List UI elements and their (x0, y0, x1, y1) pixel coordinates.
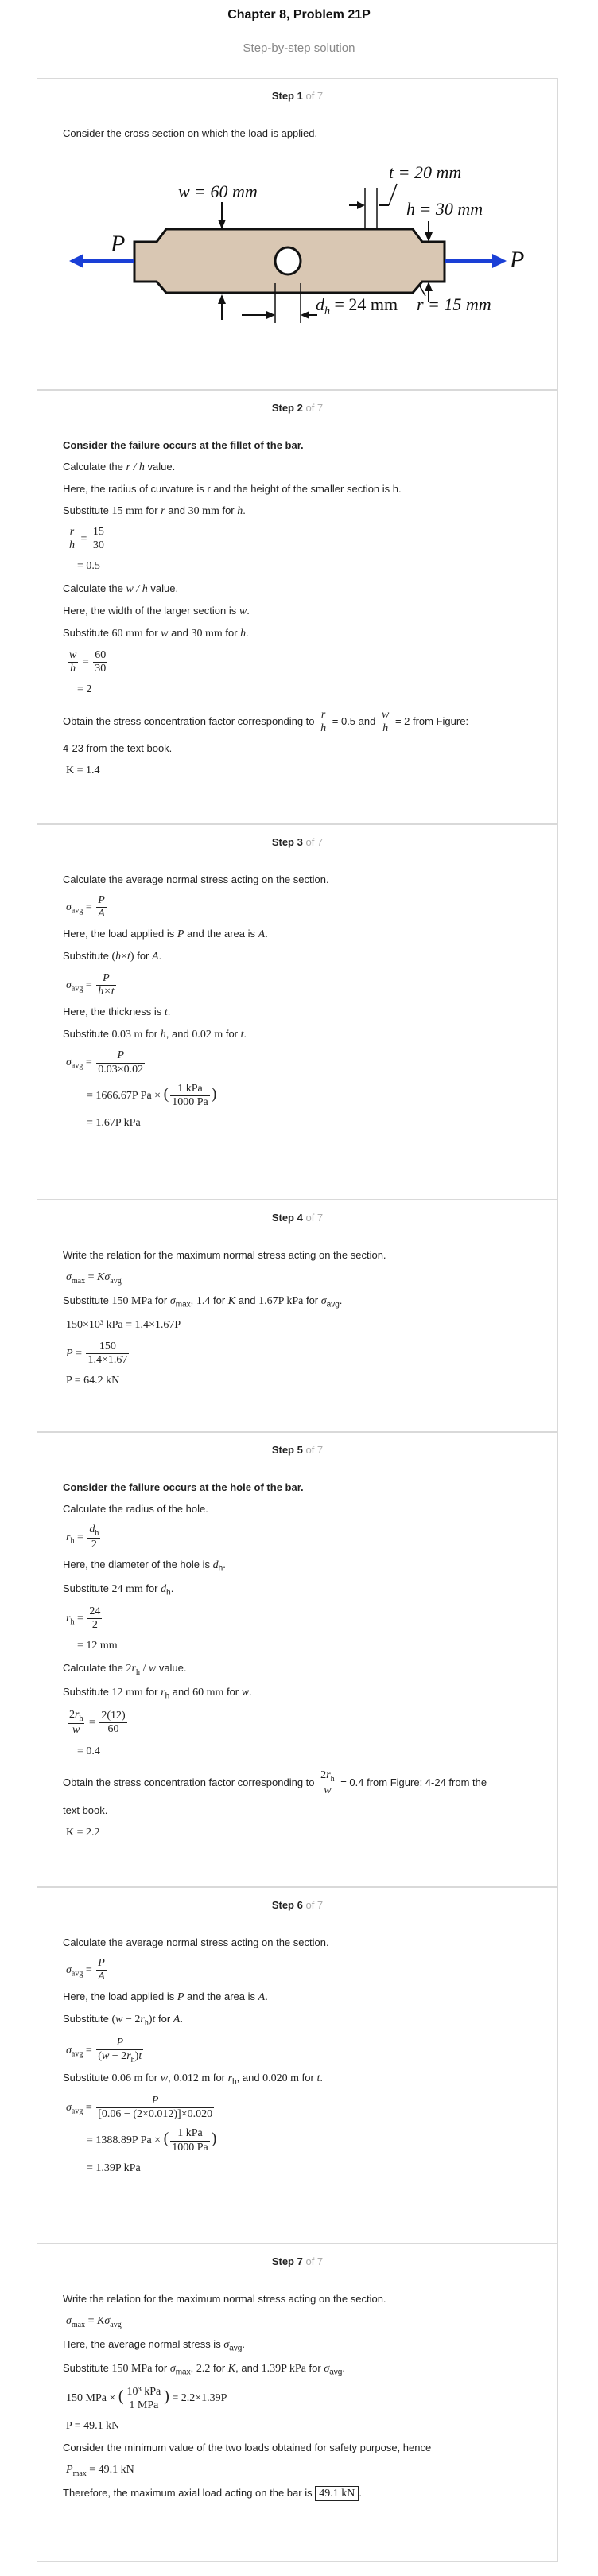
step-6-header: Step 6 of 7 (271, 1899, 324, 1911)
step-3-card: Step 3 of 7 Calculate the average normal stress acting on the section. $\sigma_{avg}$ = $\frac{P}{A}$ Here, the load applied is P and the area is A. Substitute (h×t) for A. $\sigma_{avg}$ = $\frac{P}{h\times t}$ Here, the thickness is t. Substitute 0.03 m for h, and 0.02 m for t. $\sigma_{avg}$ = $\frac{P}{0.03\times 0.02}$ = 1666.67P Pa × ( $\frac{\text{1 kPa}}{1000 Pa}$ ) = 1.67P kPa (37, 824, 558, 1200)
hole (275, 247, 301, 274)
step-4-card: Step 4 of 7 Write the relation for the maximum normal stress acting on the section. $\sigma_{max} = K\sigma_{avg}$ Substitute 150 MPa for $\sigma_{max}$, 1.4 for K and 1.67P kPa for $\sigma_{avg}$. 150×10³ kPa = 1.4×1.67P P = $\frac{150}{1.4\times 1.67}$ P = 64.2 kN (37, 1200, 558, 1432)
right-arrow (492, 254, 507, 268)
label-r: r = 15 mm (417, 294, 491, 314)
step-6-card: Step 6 of 7 Calculate the average normal stress acting on the section. $\sigma_{avg}$ = $\frac{P}{A}$ Here, the load applied is P and the area is A. Substitute $(w - 2r_h)t$ for A. $\sigma_{avg}$ = $\frac{P}{(w - 2r_h)t}$ Substitute 0.06 m for w, 0.012 m for $r_h$, and 0.020 m for t. $\sigma_{avg}$ = $\frac{P}{[0.06 - (2\times 0.012)]\times 0.020}$ = 1388.89P Pa × ( $\frac{\text{1 kPa}}{1000 Pa}$ ) = 1.39P kPa (37, 1887, 558, 2243)
step-7-header: Step 7 of 7 (271, 2255, 324, 2267)
step-4-header: Step 4 of 7 (271, 1212, 324, 1224)
step-2-K: K = 1.4 (66, 765, 100, 777)
left-arrow (69, 254, 83, 268)
step-2-bold: Consider the failure occurs at the fillet of the bar. (63, 439, 304, 451)
label-P-right: P (510, 246, 525, 273)
step-5-card: Step 5 of 7 Consider the failure occurs at the hole of the bar. Calculate the radius of the hole. $r_h$ = $\frac{d_h}{2}$ Here, the diameter of the hole is $d_h$. Substitute 24 mm for $d_h$. $r_h$ = $\frac{24}{2}$ = 12 mm Calculate the $2r_h$ / w value. Substitute 12 mm for $r_h$ and 60 mm for w. $\frac{2r_h}{w}$ = $\frac{2(12)}{60}$ = 0.4 Obtain the stress concentration factor corresponding to $\frac{2r_h}{w}$ = 0.4 from Figure: 4-24 from the text book. K = 2.2 (37, 1432, 558, 1887)
label-w: w = 60 mm (178, 181, 258, 201)
page-title: Chapter 8, Problem 21P (227, 8, 371, 21)
final-answer: 49.1 kN (315, 2486, 359, 2501)
page-subtitle: Step-by-step solution (243, 41, 355, 55)
label-P-left: P (111, 230, 126, 257)
cross-section-figure (63, 148, 540, 363)
label-h: h = 30 mm (406, 198, 483, 219)
label-dh: $d_h = 24$ mm (316, 294, 398, 317)
step-1-header: Step 1 of 7 (271, 90, 324, 102)
label-t: t = 20 mm (389, 161, 462, 182)
step-7-card: Step 7 of 7 Write the relation for the maximum normal stress acting on the section. $\sigma_{max} = K\sigma_{avg}$ Here, the average normal stress is $\sigma_{avg}$. Substitute 150 MPa for $\sigma_{max}$, 2.2 for K, and 1.39P kPa for $\sigma_{avg}$. 150 MPa × ( $\frac{\text{10³ kPa}}{\text{1 MPa}}$ ) = 2.2×1.39P P = 49.1 kN Consider the minimum value of the two loads obtained for safety purpose, hence $P_{max} = 49.1$ kN Therefore, the maximum axial load acting on the bar is 49.1 kN . (37, 2243, 558, 2562)
step-1-card (37, 78, 558, 390)
step-2-header: Step 2 of 7 (271, 402, 324, 414)
step-3-header: Step 3 of 7 (271, 836, 324, 848)
step-5-header: Step 5 of 7 (271, 1444, 324, 1456)
step-1-text: Consider the cross section on which the load is applied. (63, 127, 318, 139)
step-2-card: Step 2 of 7 Consider the failure occurs at the fillet of the bar. Calculate the r / h value. Here, the radius of curvature is r and the height of the smaller section is h. Substitute 15 mm for r and 30 mm for h. $\frac{r}{h}$ = $\frac{15}{30}$ = 0.5 Calculate the w / h value. Here, the width of the larger section is w. Substitute 60 mm for w and 30 mm for h. $\frac{w}{h}$ = $\frac{60}{30}$ = 2 Obtain the stress concentration factor corresponding to $\frac{r}{h}$ = 0.5 and $\frac{w}{h}$ = 2 from Figure: 4-23 from the text book. K = 1.4 (37, 390, 558, 824)
